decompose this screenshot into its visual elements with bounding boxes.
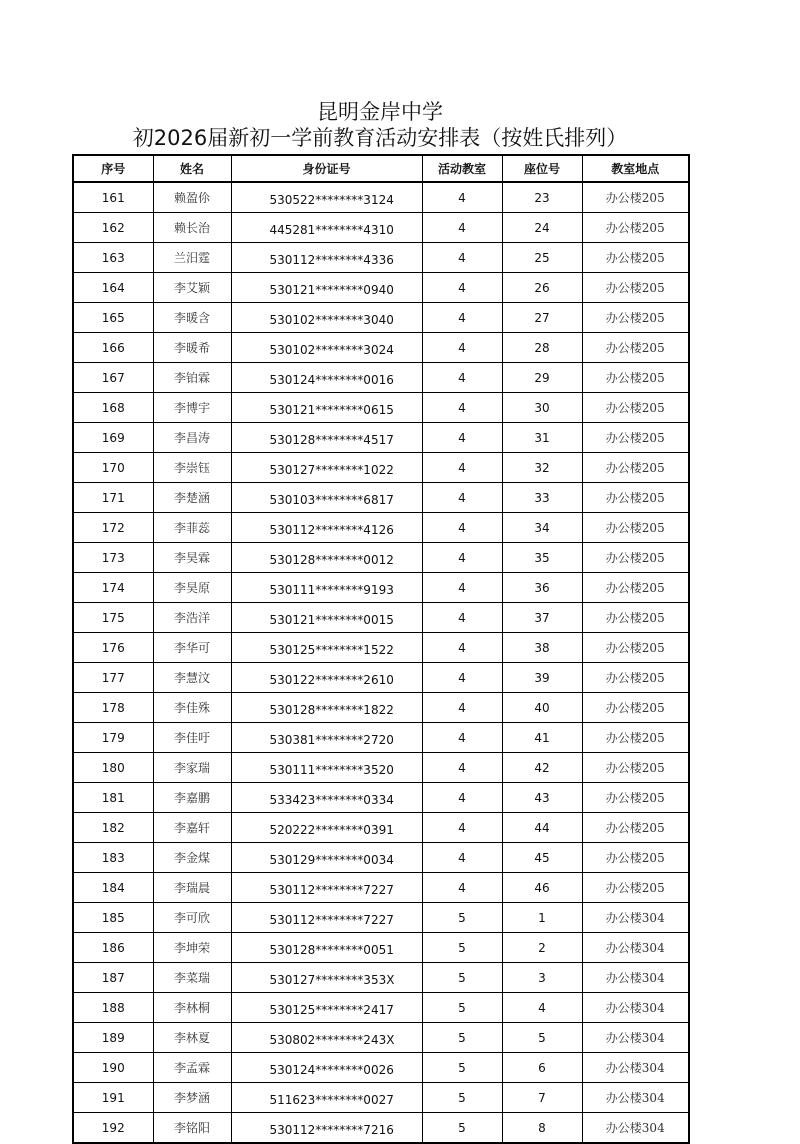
cell-id-number: 530128********4517 bbox=[231, 423, 422, 453]
cell-location: 办公楼205 bbox=[582, 753, 689, 783]
cell-location: 办公楼205 bbox=[582, 273, 689, 303]
cell-serial: 168 bbox=[73, 393, 153, 423]
cell-location: 办公楼304 bbox=[582, 993, 689, 1023]
cell-id-number: 533423********0334 bbox=[231, 783, 422, 813]
table-row bbox=[73, 783, 689, 813]
cell-serial: 170 bbox=[73, 453, 153, 483]
cell-location: 办公楼205 bbox=[582, 423, 689, 453]
cell-name: 李浩洋 bbox=[153, 603, 231, 633]
table-row bbox=[73, 813, 689, 843]
cell-name: 李昌涛 bbox=[153, 423, 231, 453]
cell-classroom: 4 bbox=[422, 723, 502, 753]
cell-id-number: 530112********4336 bbox=[231, 243, 422, 273]
cell-name: 赖盈伱 bbox=[153, 182, 231, 213]
cell-serial: 189 bbox=[73, 1023, 153, 1053]
cell-classroom: 4 bbox=[422, 603, 502, 633]
cell-seat: 37 bbox=[502, 603, 582, 633]
cell-classroom: 4 bbox=[422, 663, 502, 693]
cell-location: 办公楼205 bbox=[582, 453, 689, 483]
header-serial: 序号 bbox=[73, 155, 153, 182]
cell-serial: 166 bbox=[73, 333, 153, 363]
cell-location: 办公楼304 bbox=[582, 1053, 689, 1083]
cell-seat: 30 bbox=[502, 393, 582, 423]
cell-serial: 183 bbox=[73, 843, 153, 873]
page-subtitle: 初2026届新初一学前教育活动安排表（按姓氏排列） bbox=[132, 126, 628, 150]
cell-serial: 174 bbox=[73, 573, 153, 603]
header-name: 姓名 bbox=[153, 155, 231, 182]
cell-location: 办公楼205 bbox=[582, 543, 689, 573]
cell-location: 办公楼205 bbox=[582, 303, 689, 333]
cell-classroom: 4 bbox=[422, 753, 502, 783]
cell-location: 办公楼304 bbox=[582, 1083, 689, 1113]
cell-serial: 162 bbox=[73, 213, 153, 243]
cell-id-number: 530103********6817 bbox=[231, 483, 422, 513]
table-row bbox=[73, 273, 689, 303]
cell-location: 办公楼205 bbox=[582, 693, 689, 723]
cell-seat: 3 bbox=[502, 963, 582, 993]
cell-seat: 23 bbox=[502, 182, 582, 213]
table-row bbox=[73, 543, 689, 573]
cell-seat: 8 bbox=[502, 1113, 582, 1144]
table-row bbox=[73, 903, 689, 933]
cell-name: 李菜瑞 bbox=[153, 963, 231, 993]
cell-classroom: 4 bbox=[422, 453, 502, 483]
cell-id-number: 530522********3124 bbox=[231, 182, 422, 213]
cell-id-number: 530112********7216 bbox=[231, 1113, 422, 1144]
cell-id-number: 530122********2610 bbox=[231, 663, 422, 693]
cell-id-number: 530124********0016 bbox=[231, 363, 422, 393]
cell-location: 办公楼205 bbox=[582, 573, 689, 603]
cell-serial: 188 bbox=[73, 993, 153, 1023]
cell-seat: 39 bbox=[502, 663, 582, 693]
cell-classroom: 4 bbox=[422, 543, 502, 573]
cell-classroom: 4 bbox=[422, 182, 502, 213]
cell-seat: 25 bbox=[502, 243, 582, 273]
cell-id-number: 530124********0026 bbox=[231, 1053, 422, 1083]
cell-seat: 6 bbox=[502, 1053, 582, 1083]
cell-name: 李林夏 bbox=[153, 1023, 231, 1053]
cell-seat: 45 bbox=[502, 843, 582, 873]
cell-classroom: 4 bbox=[422, 843, 502, 873]
cell-name: 李昊霖 bbox=[153, 543, 231, 573]
cell-serial: 181 bbox=[73, 783, 153, 813]
cell-name: 李铂霖 bbox=[153, 363, 231, 393]
table-row bbox=[73, 1083, 689, 1113]
table-row bbox=[73, 603, 689, 633]
table-row bbox=[73, 333, 689, 363]
cell-name: 李梦涵 bbox=[153, 1083, 231, 1113]
table-row bbox=[73, 483, 689, 513]
cell-id-number: 530127********353X bbox=[231, 963, 422, 993]
cell-id-number: 530121********0940 bbox=[231, 273, 422, 303]
table-row bbox=[73, 182, 689, 213]
table-row bbox=[73, 363, 689, 393]
table-header-row bbox=[73, 155, 689, 182]
cell-name: 李暖希 bbox=[153, 333, 231, 363]
cell-location: 办公楼304 bbox=[582, 963, 689, 993]
table-row bbox=[73, 873, 689, 903]
cell-classroom: 4 bbox=[422, 813, 502, 843]
cell-classroom: 4 bbox=[422, 783, 502, 813]
cell-seat: 40 bbox=[502, 693, 582, 723]
cell-serial: 187 bbox=[73, 963, 153, 993]
cell-classroom: 4 bbox=[422, 333, 502, 363]
cell-location: 办公楼205 bbox=[582, 513, 689, 543]
cell-id-number: 530125********2417 bbox=[231, 993, 422, 1023]
cell-name: 兰汨霆 bbox=[153, 243, 231, 273]
cell-id-number: 530128********0051 bbox=[231, 933, 422, 963]
cell-seat: 38 bbox=[502, 633, 582, 663]
cell-classroom: 4 bbox=[422, 633, 502, 663]
cell-serial: 190 bbox=[73, 1053, 153, 1083]
cell-location: 办公楼205 bbox=[582, 483, 689, 513]
cell-id-number: 530802********243X bbox=[231, 1023, 422, 1053]
table-row bbox=[73, 513, 689, 543]
cell-name: 李昊原 bbox=[153, 573, 231, 603]
page-title: 昆明金岸中学 bbox=[317, 100, 443, 124]
header-id-number: 身份证号 bbox=[231, 155, 422, 182]
cell-id-number: 530128********1822 bbox=[231, 693, 422, 723]
cell-serial: 180 bbox=[73, 753, 153, 783]
cell-classroom: 5 bbox=[422, 1113, 502, 1144]
cell-name: 李艾颖 bbox=[153, 273, 231, 303]
cell-seat: 35 bbox=[502, 543, 582, 573]
cell-id-number: 530127********1022 bbox=[231, 453, 422, 483]
cell-seat: 41 bbox=[502, 723, 582, 753]
cell-seat: 28 bbox=[502, 333, 582, 363]
cell-location: 办公楼205 bbox=[582, 663, 689, 693]
cell-location: 办公楼304 bbox=[582, 903, 689, 933]
cell-classroom: 4 bbox=[422, 273, 502, 303]
cell-serial: 177 bbox=[73, 663, 153, 693]
cell-classroom: 4 bbox=[422, 693, 502, 723]
cell-name: 李可欣 bbox=[153, 903, 231, 933]
cell-serial: 191 bbox=[73, 1083, 153, 1113]
cell-serial: 186 bbox=[73, 933, 153, 963]
cell-id-number: 530125********1522 bbox=[231, 633, 422, 663]
table-row bbox=[73, 1053, 689, 1083]
cell-location: 办公楼304 bbox=[582, 1113, 689, 1144]
cell-classroom: 5 bbox=[422, 963, 502, 993]
cell-classroom: 4 bbox=[422, 423, 502, 453]
cell-seat: 42 bbox=[502, 753, 582, 783]
cell-serial: 172 bbox=[73, 513, 153, 543]
cell-seat: 7 bbox=[502, 1083, 582, 1113]
cell-name: 李铭阳 bbox=[153, 1113, 231, 1144]
cell-classroom: 4 bbox=[422, 393, 502, 423]
cell-location: 办公楼205 bbox=[582, 182, 689, 213]
table-row bbox=[73, 573, 689, 603]
cell-id-number: 530121********0615 bbox=[231, 393, 422, 423]
cell-name: 李暖含 bbox=[153, 303, 231, 333]
cell-name: 李嘉轩 bbox=[153, 813, 231, 843]
cell-location: 办公楼205 bbox=[582, 393, 689, 423]
cell-seat: 46 bbox=[502, 873, 582, 903]
cell-seat: 2 bbox=[502, 933, 582, 963]
cell-seat: 1 bbox=[502, 903, 582, 933]
cell-location: 办公楼205 bbox=[582, 633, 689, 663]
cell-serial: 175 bbox=[73, 603, 153, 633]
cell-classroom: 5 bbox=[422, 1083, 502, 1113]
cell-name: 李华可 bbox=[153, 633, 231, 663]
cell-location: 办公楼205 bbox=[582, 873, 689, 903]
cell-location: 办公楼205 bbox=[582, 603, 689, 633]
cell-serial: 185 bbox=[73, 903, 153, 933]
cell-name: 李崇钰 bbox=[153, 453, 231, 483]
cell-location: 办公楼205 bbox=[582, 213, 689, 243]
cell-name: 李慧汶 bbox=[153, 663, 231, 693]
table-row bbox=[73, 993, 689, 1023]
cell-serial: 184 bbox=[73, 873, 153, 903]
cell-location: 办公楼205 bbox=[582, 243, 689, 273]
cell-location: 办公楼304 bbox=[582, 1023, 689, 1053]
cell-seat: 29 bbox=[502, 363, 582, 393]
cell-seat: 33 bbox=[502, 483, 582, 513]
cell-name: 李林桐 bbox=[153, 993, 231, 1023]
cell-name: 李瑞晨 bbox=[153, 873, 231, 903]
cell-serial: 165 bbox=[73, 303, 153, 333]
header-seat: 座位号 bbox=[502, 155, 582, 182]
cell-name: 李家瑞 bbox=[153, 753, 231, 783]
cell-id-number: 530111********9193 bbox=[231, 573, 422, 603]
cell-name: 李金煤 bbox=[153, 843, 231, 873]
cell-name: 李楚涵 bbox=[153, 483, 231, 513]
cell-classroom: 5 bbox=[422, 1023, 502, 1053]
cell-serial: 179 bbox=[73, 723, 153, 753]
cell-id-number: 445281********4310 bbox=[231, 213, 422, 243]
cell-location: 办公楼205 bbox=[582, 843, 689, 873]
table-row bbox=[73, 633, 689, 663]
cell-id-number: 530381********2720 bbox=[231, 723, 422, 753]
cell-name: 李菲蕊 bbox=[153, 513, 231, 543]
cell-seat: 34 bbox=[502, 513, 582, 543]
cell-id-number: 511623********0027 bbox=[231, 1083, 422, 1113]
table-row bbox=[73, 1023, 689, 1053]
cell-name: 李博宇 bbox=[153, 393, 231, 423]
cell-serial: 167 bbox=[73, 363, 153, 393]
cell-serial: 171 bbox=[73, 483, 153, 513]
cell-classroom: 4 bbox=[422, 873, 502, 903]
table-row bbox=[73, 963, 689, 993]
cell-seat: 4 bbox=[502, 993, 582, 1023]
cell-location: 办公楼304 bbox=[582, 933, 689, 963]
table-row bbox=[73, 933, 689, 963]
cell-classroom: 5 bbox=[422, 993, 502, 1023]
table-row bbox=[73, 213, 689, 243]
cell-seat: 26 bbox=[502, 273, 582, 303]
cell-id-number: 530102********3024 bbox=[231, 333, 422, 363]
cell-name: 李佳吁 bbox=[153, 723, 231, 753]
table-row bbox=[73, 723, 689, 753]
cell-classroom: 4 bbox=[422, 213, 502, 243]
cell-classroom: 4 bbox=[422, 483, 502, 513]
table-row bbox=[73, 753, 689, 783]
cell-classroom: 4 bbox=[422, 513, 502, 543]
cell-location: 办公楼205 bbox=[582, 363, 689, 393]
cell-serial: 163 bbox=[73, 243, 153, 273]
cell-serial: 178 bbox=[73, 693, 153, 723]
cell-seat: 5 bbox=[502, 1023, 582, 1053]
cell-classroom: 4 bbox=[422, 303, 502, 333]
table-row bbox=[73, 663, 689, 693]
table-row bbox=[73, 243, 689, 273]
cell-serial: 182 bbox=[73, 813, 153, 843]
cell-location: 办公楼205 bbox=[582, 333, 689, 363]
cell-id-number: 530128********0012 bbox=[231, 543, 422, 573]
cell-name: 赖长治 bbox=[153, 213, 231, 243]
table-row bbox=[73, 303, 689, 333]
schedule-table bbox=[72, 154, 690, 1144]
cell-seat: 31 bbox=[502, 423, 582, 453]
table-row bbox=[73, 423, 689, 453]
cell-name: 李佳殊 bbox=[153, 693, 231, 723]
cell-serial: 169 bbox=[73, 423, 153, 453]
cell-id-number: 530112********7227 bbox=[231, 873, 422, 903]
cell-seat: 24 bbox=[502, 213, 582, 243]
cell-id-number: 520222********0391 bbox=[231, 813, 422, 843]
cell-location: 办公楼205 bbox=[582, 723, 689, 753]
cell-classroom: 4 bbox=[422, 573, 502, 603]
cell-location: 办公楼205 bbox=[582, 783, 689, 813]
cell-seat: 36 bbox=[502, 573, 582, 603]
table-row bbox=[73, 843, 689, 873]
cell-classroom: 4 bbox=[422, 363, 502, 393]
cell-serial: 161 bbox=[73, 182, 153, 213]
cell-seat: 27 bbox=[502, 303, 582, 333]
cell-seat: 44 bbox=[502, 813, 582, 843]
cell-seat: 43 bbox=[502, 783, 582, 813]
cell-serial: 164 bbox=[73, 273, 153, 303]
cell-serial: 173 bbox=[73, 543, 153, 573]
table-row bbox=[73, 693, 689, 723]
cell-classroom: 5 bbox=[422, 903, 502, 933]
cell-classroom: 5 bbox=[422, 1053, 502, 1083]
cell-classroom: 5 bbox=[422, 933, 502, 963]
cell-id-number: 530112********4126 bbox=[231, 513, 422, 543]
cell-serial: 192 bbox=[73, 1113, 153, 1144]
cell-id-number: 530102********3040 bbox=[231, 303, 422, 333]
cell-name: 李嘉鹏 bbox=[153, 783, 231, 813]
cell-id-number: 530129********0034 bbox=[231, 843, 422, 873]
cell-name: 李孟霖 bbox=[153, 1053, 231, 1083]
cell-location: 办公楼205 bbox=[582, 813, 689, 843]
cell-id-number: 530121********0015 bbox=[231, 603, 422, 633]
cell-id-number: 530112********7227 bbox=[231, 903, 422, 933]
header-location: 教室地点 bbox=[582, 155, 689, 182]
table-row bbox=[73, 393, 689, 423]
cell-name: 李坤荣 bbox=[153, 933, 231, 963]
table-row bbox=[73, 453, 689, 483]
cell-serial: 176 bbox=[73, 633, 153, 663]
cell-classroom: 4 bbox=[422, 243, 502, 273]
cell-id-number: 530111********3520 bbox=[231, 753, 422, 783]
header-classroom: 活动教室 bbox=[422, 155, 502, 182]
table-row bbox=[73, 1113, 689, 1144]
cell-seat: 32 bbox=[502, 453, 582, 483]
